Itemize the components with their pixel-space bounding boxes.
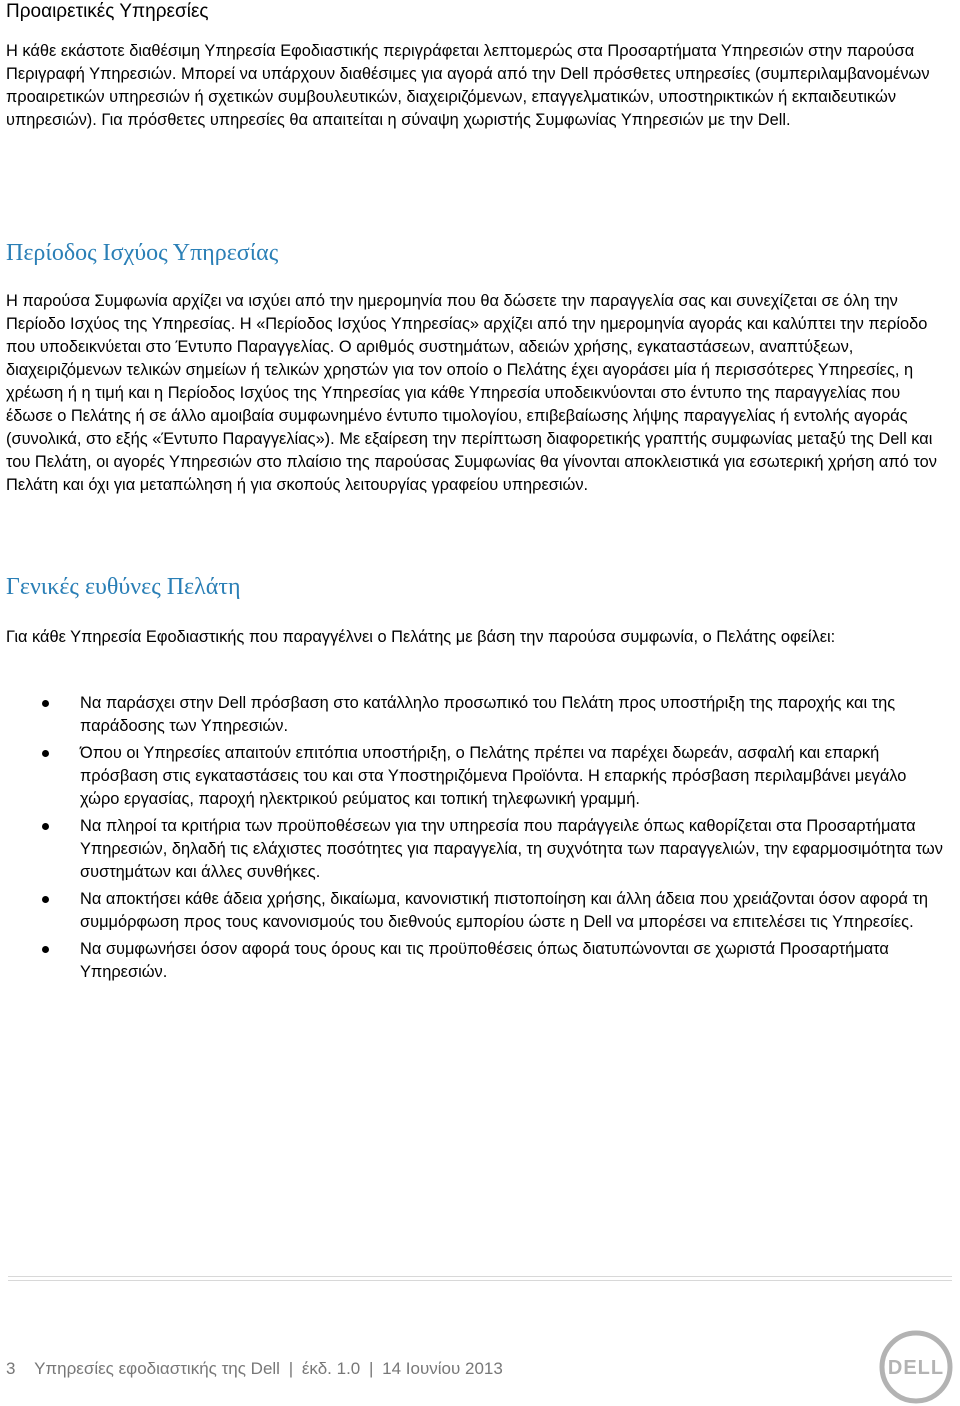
document-title: Υπηρεσίες εφοδιαστικής της Dell bbox=[34, 1359, 280, 1378]
customer-responsibilities-heading: Γενικές ευθύνες Πελάτη bbox=[6, 574, 241, 600]
responsibilities-list bbox=[6, 692, 950, 988]
optional-services-title: Προαιρετικές Υπηρεσίες bbox=[6, 1, 209, 22]
bullet-icon bbox=[42, 946, 49, 953]
list-item bbox=[6, 938, 950, 984]
logo-text: DELL bbox=[887, 1357, 945, 1379]
page-number: 3 bbox=[6, 1359, 16, 1378]
bullet-icon bbox=[42, 700, 49, 707]
bullet-icon bbox=[42, 750, 49, 757]
list-item-text: Να συμφωνήσει όσον αφορά τους όρους και τις προϋποθέσεις όπως διατυπώνονται σε χωριστά Προσαρτήματα Υπηρεσιών. bbox=[80, 940, 889, 981]
footer-separator: | bbox=[369, 1359, 374, 1378]
list-item bbox=[6, 692, 950, 738]
footer-separator: | bbox=[288, 1359, 294, 1378]
footer-divider bbox=[8, 1276, 952, 1277]
service-period-heading: Περίοδος Ισχύος Υπηρεσίας bbox=[6, 240, 279, 266]
dell-logo bbox=[874, 1329, 958, 1405]
page-footer bbox=[6, 1356, 503, 1382]
list-item-text: Να παράσχει στην Dell πρόσβαση στο κατάλληλο προσωπικό του Πελάτη προς υποστήριξη της παροχής και της παράδοσης των Υπηρεσιών. bbox=[80, 694, 896, 735]
list-item-text: Να αποκτήσει κάθε άδεια χρήσης, δικαίωμα, κανονιστική πιστοποίηση και άλλη άδεια που χρειάζονται όσον αφορά τη συμμόρφωση προς τους κανονισμούς του διεθνούς εμπορίου ώστε η Dell να μπορέσει να επιτελέσει τις Υπηρεσίες. bbox=[80, 890, 929, 931]
document-date: 14 Ιουνίου 2013 bbox=[382, 1359, 503, 1378]
optional-services-body: Η κάθε εκάστοτε διαθέσιμη Υπηρεσία Εφοδιαστικής περιγράφεται λεπτομερώς στα Προσαρτήματα Υπηρεσιών στην παρούσα Περιγραφή Υπηρεσιών. Μπορεί να υπάρχουν διαθέσιμες για αγορά από την Dell πρόσθετες υπηρεσίες (συμπεριλαμβανομένων προαιρετικών υπηρεσιών ή σχετικών συμβουλευτικών, διαχειριζόμενων, επαγγελματικών, υποστηρικτικών ή εκπαιδευτικών υπηρεσιών). Για πρόσθετες υπηρεσίες θα απαιτείται η σύναψη χωριστής Συμφωνίας Υπηρεσιών με την Dell. bbox=[6, 42, 930, 129]
list-item bbox=[6, 742, 950, 811]
customer-responsibilities-intro: Για κάθε Υπηρεσία Εφοδιαστικής που παραγγέλνει ο Πελάτης με βάση την παρούσα συμφωνία, ο Πελάτης οφείλει: bbox=[6, 628, 836, 646]
list-item-text: Να πληροί τα κριτήρια των προϋποθέσεων για την υπηρεσία που παράγγειλε όπως καθορίζεται στα Προσαρτήματα Υπηρεσιών, δηλαδή τις ελάχιστες ποσότητες για παραγγελία, τη συχνότητα των παραγγελιών, την εφαρμοσιμότητα των συστημάτων και άλλες συνθήκες. bbox=[80, 817, 943, 881]
footer-divider bbox=[8, 1280, 952, 1281]
list-item-text: Όπου οι Υπηρεσίες απαιτούν επιτόπια υποστήριξη, ο Πελάτης πρέπει να παρέχει δωρεάν, ασφαλή και επαρκή πρόσβαση στις εγκαταστάσεις του και στα Υποστηριζόμενα Προϊόντα. Η επαρκής πρόσβαση περιλαμβάνει μεγάλο χώρο εργασίας, παροχή ηλεκτρικού ρεύματος και τοπική τηλεφωνική γραμμή. bbox=[80, 744, 907, 808]
list-item bbox=[6, 815, 950, 884]
list-item bbox=[6, 888, 950, 934]
bullet-icon bbox=[42, 823, 49, 830]
document-edition: έκδ. 1.0 bbox=[301, 1359, 361, 1378]
service-period-body: Η παρούσα Συμφωνία αρχίζει να ισχύει από την ημερομηνία που θα δώσετε την παραγγελία σας και συνεχίζεται σε όλη την Περίοδο Ισχύος της Υπηρεσίας. Η «Περίοδος Ισχύος Υπηρεσίας» αρχίζει από την ημερομηνία αγοράς και καλύπτει την περίοδο που υποδεικνύεται στο Έντυπο Παραγγελίας. Ο αριθμός συστημάτων, αδειών χρήσης, εγκαταστάσεων, αναπτύξεων, διαχειριζόμενων τελικών σημείων ή τελικών χρηστών για τον οποίο ο Πελάτης έχει αγοράσει μία ή περισσότερες Υπηρεσίες, η χρέωση ή η τιμή και η Περίοδος Ισχύος της Υπηρεσίας για κάθε Υπηρεσία υποδεικνύονται στο έντυπο της παραγγελίας που έδωσε ο Πελάτης ή σε άλλο αμοιβαία συμφωνημένο έντυπο τιμολογίου, επιβεβαίωσης λήψης παραγγελίας ή εντολής αγοράς (συνολικά, στο εξής «Έντυπο Παραγγελίας»). Με εξαίρεση την περίπτωση διαφορετικής γραπτής συμφωνίας μεταξύ της Dell και του Πελάτη, οι αγορές Υπηρεσιών στο πλαίσιο της παρούσας Συμφωνίας θα γίνονται αποκλειστικά για εσωτερική χρήση από τον Πελάτη και όχι για μεταπώληση ή για σκοπούς λειτουργίας γραφείου υπηρεσιών. bbox=[6, 292, 937, 494]
bullet-icon bbox=[42, 896, 49, 903]
